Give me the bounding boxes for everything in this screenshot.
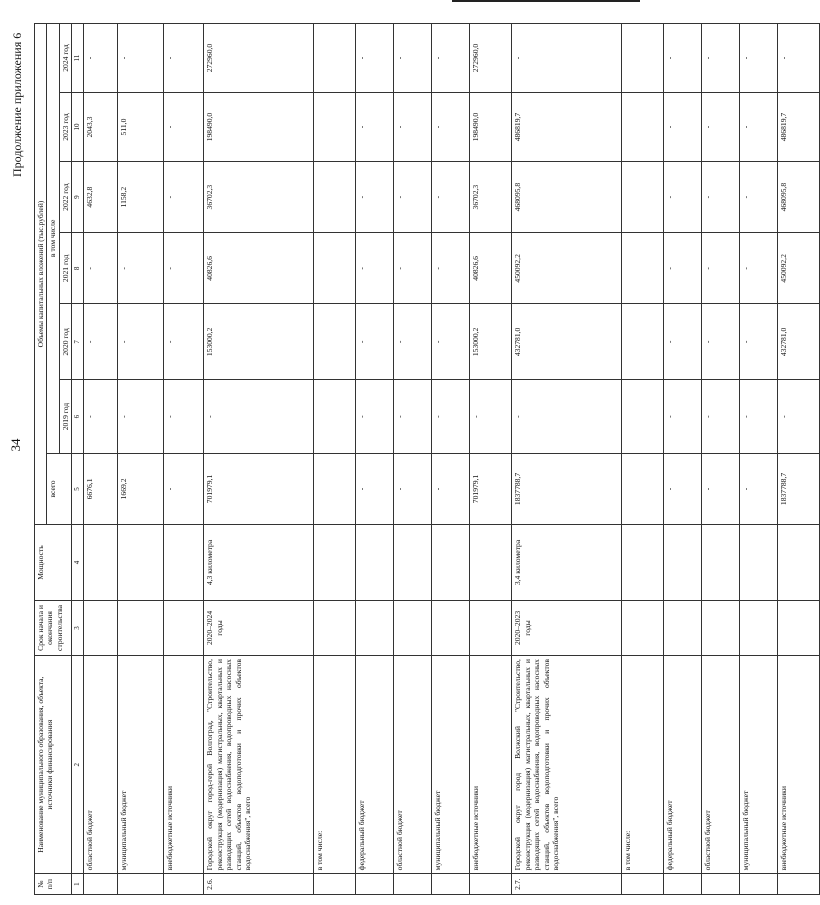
header-num: № п/п xyxy=(35,874,72,895)
row-year-cell: - xyxy=(664,162,702,233)
row-year-cell: - xyxy=(432,380,470,454)
table-row xyxy=(84,24,118,895)
row-capacity-cell xyxy=(432,525,470,601)
row-total-cell: - xyxy=(432,453,470,524)
row-capacity-cell xyxy=(356,525,394,601)
row-year-cell: - xyxy=(84,380,118,454)
column-number: 5 xyxy=(72,453,84,524)
row-capacity-cell: 3,4 километра xyxy=(512,525,622,601)
row-name-cell: федеральный бюджет xyxy=(356,656,394,874)
row-year-cell: - xyxy=(664,233,702,304)
row-period-cell xyxy=(622,600,664,655)
table-body xyxy=(84,24,820,895)
row-year-cell xyxy=(622,162,664,233)
row-number-cell xyxy=(740,874,778,895)
row-year-cell: - xyxy=(470,380,512,454)
row-year-cell xyxy=(622,24,664,93)
row-number-cell xyxy=(164,874,204,895)
row-total-cell: 1669,2 xyxy=(118,453,164,524)
row-period-cell xyxy=(664,600,702,655)
row-name-cell: областной бюджет xyxy=(702,656,740,874)
header-year: 2021 год xyxy=(59,233,71,304)
row-year-cell: - xyxy=(702,233,740,304)
row-year-cell: - xyxy=(740,24,778,93)
column-number: 4 xyxy=(72,525,84,601)
header-year: 2024 год xyxy=(59,24,71,93)
column-number: 6 xyxy=(72,380,84,454)
row-capacity-cell xyxy=(84,525,118,601)
column-number: 9 xyxy=(72,162,84,233)
row-year-cell: - xyxy=(778,380,820,454)
column-number: 7 xyxy=(72,304,84,380)
row-capacity-cell xyxy=(314,525,356,601)
column-number: 10 xyxy=(72,93,84,162)
row-period-cell xyxy=(118,600,164,655)
row-name-cell: муниципальный бюджет xyxy=(432,656,470,874)
row-year-cell xyxy=(622,380,664,454)
row-year-cell xyxy=(622,233,664,304)
row-period-cell xyxy=(470,600,512,655)
row-name-cell: внебюджетные источники xyxy=(164,656,204,874)
table-row xyxy=(740,24,778,895)
row-year-cell: 432781,0 xyxy=(778,304,820,380)
row-year-cell: - xyxy=(664,380,702,454)
row-number-cell xyxy=(432,874,470,895)
row-year-cell: - xyxy=(664,24,702,93)
row-total-cell xyxy=(622,453,664,524)
row-year-cell: - xyxy=(84,304,118,380)
row-period-cell xyxy=(432,600,470,655)
row-year-cell: - xyxy=(394,233,432,304)
row-year-cell: - xyxy=(118,24,164,93)
row-number-cell xyxy=(702,874,740,895)
table-row xyxy=(664,24,702,895)
row-name-cell: в том числе: xyxy=(314,656,356,874)
row-year-cell xyxy=(314,162,356,233)
row-capacity-cell xyxy=(622,525,664,601)
row-year-cell xyxy=(314,380,356,454)
row-year-cell: - xyxy=(356,162,394,233)
row-total-cell: - xyxy=(702,453,740,524)
column-number: 8 xyxy=(72,233,84,304)
table-row xyxy=(470,24,512,895)
header-year: 2022 год xyxy=(59,162,71,233)
header-period: Срок начала и окончания строительства xyxy=(35,600,72,655)
row-year-cell: - xyxy=(778,24,820,93)
row-year-cell xyxy=(622,304,664,380)
row-year-cell: - xyxy=(664,304,702,380)
row-year-cell xyxy=(314,93,356,162)
row-year-cell: - xyxy=(702,304,740,380)
table-row xyxy=(622,24,664,895)
row-number-cell: 2.6. xyxy=(204,874,314,895)
row-name-cell: областной бюджет xyxy=(84,656,118,874)
row-year-cell: - xyxy=(740,162,778,233)
row-year-cell: - xyxy=(164,162,204,233)
table-row xyxy=(394,24,432,895)
row-total-cell: - xyxy=(664,453,702,524)
row-year-cell: - xyxy=(702,24,740,93)
page-number: 34 xyxy=(8,438,23,452)
row-year-cell: 153000,2 xyxy=(204,304,314,380)
row-year-cell: - xyxy=(164,304,204,380)
row-year-cell: - xyxy=(84,24,118,93)
row-year-cell xyxy=(622,93,664,162)
row-name-cell: муниципальный бюджет xyxy=(118,656,164,874)
row-year-cell: 272960,0 xyxy=(204,24,314,93)
row-year-cell: 36702,3 xyxy=(470,162,512,233)
row-period-cell xyxy=(394,600,432,655)
table-row xyxy=(778,24,820,895)
row-total-cell: 6676,1 xyxy=(84,453,118,524)
row-year-cell: - xyxy=(394,24,432,93)
row-capacity-cell xyxy=(470,525,512,601)
row-number-cell xyxy=(314,874,356,895)
row-name-cell: муниципальный бюджет xyxy=(740,656,778,874)
header-capacity: Мощность xyxy=(35,525,72,601)
row-year-cell: 511,0 xyxy=(118,93,164,162)
row-capacity-cell xyxy=(118,525,164,601)
row-year-cell: - xyxy=(164,233,204,304)
row-year-cell: - xyxy=(432,233,470,304)
row-year-cell: - xyxy=(394,304,432,380)
row-year-cell: 468095,8 xyxy=(512,162,622,233)
row-year-cell: - xyxy=(432,93,470,162)
row-year-cell: 450092,2 xyxy=(778,233,820,304)
row-year-cell: 468095,8 xyxy=(778,162,820,233)
row-year-cell xyxy=(314,24,356,93)
header-year: 2019 год xyxy=(59,380,71,454)
row-capacity-cell xyxy=(394,525,432,601)
table-row xyxy=(314,24,356,895)
table-row xyxy=(356,24,394,895)
row-year-cell: - xyxy=(356,233,394,304)
column-number: 1 xyxy=(72,874,84,895)
row-year-cell: - xyxy=(394,93,432,162)
table-row xyxy=(512,24,622,895)
table-row xyxy=(204,24,314,895)
column-number: 2 xyxy=(72,656,84,874)
row-name-cell: областной бюджет xyxy=(394,656,432,874)
row-period-cell: 2020–2024 годы xyxy=(204,600,314,655)
row-year-cell: 2043,3 xyxy=(84,93,118,162)
header-incl: в том числе xyxy=(47,24,59,454)
row-name-cell: Городской округ город Волжский "Строительство, реконструкция (модернизация) магистральных, квартальных и разводящих сетей водоснабжения, водопроводных насосных станций, объектов водоподготовки и прочих объектов водоснабжения", всего xyxy=(512,656,622,874)
row-capacity-cell xyxy=(778,525,820,601)
row-period-cell xyxy=(740,600,778,655)
row-year-cell: - xyxy=(432,24,470,93)
row-year-cell: 198490,0 xyxy=(204,93,314,162)
row-period-cell xyxy=(84,600,118,655)
row-year-cell: - xyxy=(356,304,394,380)
capital-investment-table xyxy=(34,23,820,895)
row-total-cell: - xyxy=(164,453,204,524)
row-year-cell: 4632,8 xyxy=(84,162,118,233)
table-row xyxy=(702,24,740,895)
table-row xyxy=(118,24,164,895)
row-year-cell: - xyxy=(512,380,622,454)
row-name-cell: в том числе: xyxy=(622,656,664,874)
table-row xyxy=(432,24,470,895)
row-number-cell xyxy=(394,874,432,895)
row-year-cell: - xyxy=(164,93,204,162)
row-year-cell: - xyxy=(394,162,432,233)
row-year-cell: - xyxy=(432,162,470,233)
row-year-cell: 486819,7 xyxy=(512,93,622,162)
row-number-cell xyxy=(622,874,664,895)
row-total-cell: 701979,1 xyxy=(470,453,512,524)
row-year-cell: - xyxy=(740,304,778,380)
row-year-cell: - xyxy=(740,380,778,454)
row-year-cell: 40826,6 xyxy=(204,233,314,304)
row-total-cell: 701979,1 xyxy=(204,453,314,524)
row-name-cell: внебюджетные источники xyxy=(778,656,820,874)
row-number-cell xyxy=(356,874,394,895)
row-year-cell xyxy=(314,233,356,304)
row-year-cell: - xyxy=(394,380,432,454)
row-year-cell: 198490,0 xyxy=(470,93,512,162)
row-capacity-cell: 4,3 километра xyxy=(204,525,314,601)
row-total-cell: 1837788,7 xyxy=(512,453,622,524)
column-number: 11 xyxy=(72,24,84,93)
row-year-cell: - xyxy=(164,24,204,93)
row-capacity-cell xyxy=(740,525,778,601)
row-total-cell: - xyxy=(740,453,778,524)
row-year-cell: 432781,0 xyxy=(512,304,622,380)
row-year-cell: - xyxy=(118,233,164,304)
table-row xyxy=(164,24,204,895)
row-period-cell xyxy=(356,600,394,655)
row-total-cell xyxy=(314,453,356,524)
row-period-cell xyxy=(314,600,356,655)
row-year-cell: - xyxy=(356,24,394,93)
continuation-title: Продолжение приложения 6 xyxy=(10,32,24,177)
row-number-cell: 2.7. xyxy=(512,874,622,895)
row-year-cell: - xyxy=(118,380,164,454)
row-period-cell xyxy=(778,600,820,655)
row-capacity-cell xyxy=(702,525,740,601)
header-name: Наименование муниципального образования, объекта, источники финансирования xyxy=(35,656,72,874)
row-year-cell: - xyxy=(740,233,778,304)
row-capacity-cell xyxy=(164,525,204,601)
table-header xyxy=(35,24,84,895)
row-number-cell xyxy=(84,874,118,895)
row-year-cell: - xyxy=(164,380,204,454)
row-number-cell xyxy=(118,874,164,895)
row-capacity-cell xyxy=(664,525,702,601)
row-period-cell xyxy=(702,600,740,655)
row-year-cell: - xyxy=(702,162,740,233)
header-volume: Объемы капитальных вложений (тыс.рублей) xyxy=(35,24,47,525)
row-year-cell: 450092,2 xyxy=(512,233,622,304)
column-number: 3 xyxy=(72,600,84,655)
row-year-cell: 40826,6 xyxy=(470,233,512,304)
row-year-cell: 1158,2 xyxy=(118,162,164,233)
row-total-cell: - xyxy=(394,453,432,524)
row-year-cell: 36702,3 xyxy=(204,162,314,233)
row-year-cell: - xyxy=(356,93,394,162)
row-period-cell: 2020–2023 годы xyxy=(512,600,622,655)
row-name-cell: федеральный бюджет xyxy=(664,656,702,874)
row-year-cell: - xyxy=(118,304,164,380)
row-year-cell: - xyxy=(702,93,740,162)
header-total: всего xyxy=(47,453,72,524)
row-year-cell: - xyxy=(740,93,778,162)
row-number-cell xyxy=(664,874,702,895)
row-year-cell: - xyxy=(702,380,740,454)
row-year-cell: - xyxy=(204,380,314,454)
row-year-cell: - xyxy=(84,233,118,304)
row-year-cell: 153000,2 xyxy=(470,304,512,380)
row-year-cell: 272960,0 xyxy=(470,24,512,93)
header-year: 2023 год xyxy=(59,93,71,162)
row-name-cell: внебюджетные источники xyxy=(470,656,512,874)
row-year-cell: 486819,7 xyxy=(778,93,820,162)
row-total-cell: 1837788,7 xyxy=(778,453,820,524)
row-period-cell xyxy=(164,600,204,655)
row-year-cell: - xyxy=(664,93,702,162)
row-number-cell xyxy=(470,874,512,895)
row-year-cell: - xyxy=(356,380,394,454)
row-number-cell xyxy=(778,874,820,895)
row-total-cell: - xyxy=(356,453,394,524)
row-year-cell xyxy=(314,304,356,380)
row-year-cell: - xyxy=(432,304,470,380)
row-name-cell: Городской округ город-герой Волгоград, "Строительство, реконструкция (модернизация) магистральных, квартальных и разводящих сетей водоснабжения, водопроводных насосных станций, объектов водоподготовки и прочих объектов водоснабжения", всего xyxy=(204,656,314,874)
row-year-cell: - xyxy=(512,24,622,93)
header-year: 2020 год xyxy=(59,304,71,380)
